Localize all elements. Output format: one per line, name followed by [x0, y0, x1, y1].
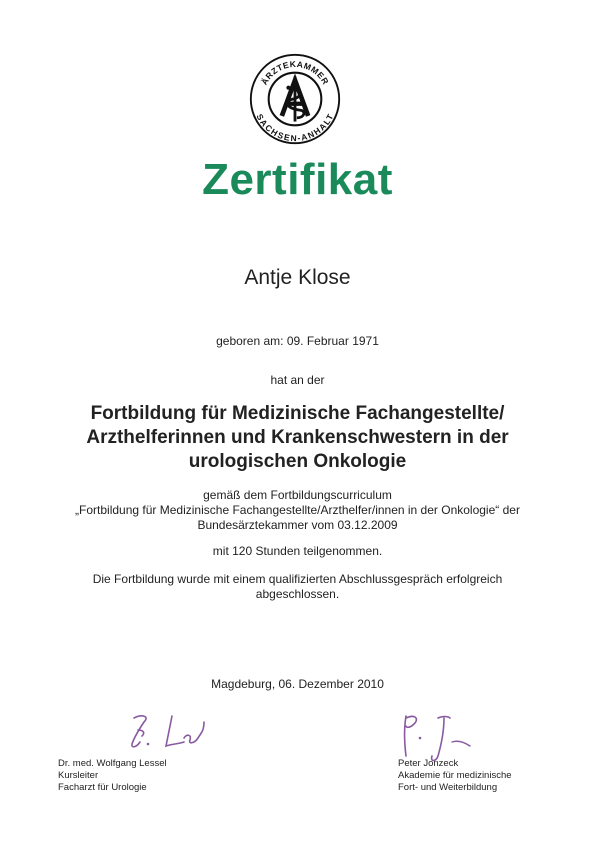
signatory-name: Dr. med. Wolfgang Lessel — [58, 758, 167, 769]
curriculum-line: gemäß dem Fortbildungscurriculum — [203, 488, 392, 502]
signatory-role: Facharzt für Urologie — [58, 782, 147, 793]
signatory-role: Fort- und Weiterbildung — [398, 782, 498, 793]
aesculapius-seal-icon — [248, 52, 342, 146]
handwritten-signature-icon — [128, 708, 218, 752]
signature-jonzeck — [398, 712, 478, 764]
signature-lessel — [128, 708, 218, 752]
course-title-line: urologischen Onkologie — [188, 451, 407, 472]
course-title-line: Fortbildung für Medizinische Fachangestellte/ — [90, 403, 505, 424]
signatory-lessel — [58, 758, 167, 794]
completion-statement — [60, 572, 535, 602]
curriculum-line: Bundesärztekammer vom 03.12.2009 — [197, 518, 398, 532]
signatory-jonzeck — [398, 758, 512, 794]
birth-date-line: geboren am: 09. Februar 1971 — [216, 334, 379, 348]
completion-line: Die Fortbildung wurde mit einem qualifizierten Abschlussgespräch erfolgreich — [92, 572, 503, 586]
recipient-name: Antje Klose — [244, 266, 351, 289]
seal-bottom-text: SACHSEN-ANHALT — [254, 112, 336, 144]
signatory-role: Akademie für medizinische — [398, 770, 512, 781]
place-and-date: Magdeburg, 06. Dezember 2010 — [211, 677, 384, 691]
curriculum-reference — [40, 488, 555, 533]
course-title-line: Arzthelferinnen und Krankenschwestern in der — [86, 427, 509, 448]
course-title — [40, 402, 555, 474]
completion-line: abgeschlossen. — [255, 587, 340, 601]
signatory-name: Peter Jonzeck — [398, 758, 459, 769]
curriculum-line: „Fortbildung für Medizinische Fachangestellte/Arzthelfer/innen in der Onkologie“ der — [75, 503, 520, 517]
hours-line: mit 120 Stunden teilgenommen. — [212, 544, 383, 558]
signatory-role: Kursleiter — [58, 770, 99, 781]
handwritten-signature-icon — [398, 712, 478, 764]
certificate-title: Zertifikat — [202, 155, 393, 204]
participation-intro: hat an der — [270, 373, 325, 387]
seal-top-text: ÄRZTEKAMMER — [259, 58, 331, 87]
aerztekammer-seal — [248, 52, 342, 146]
